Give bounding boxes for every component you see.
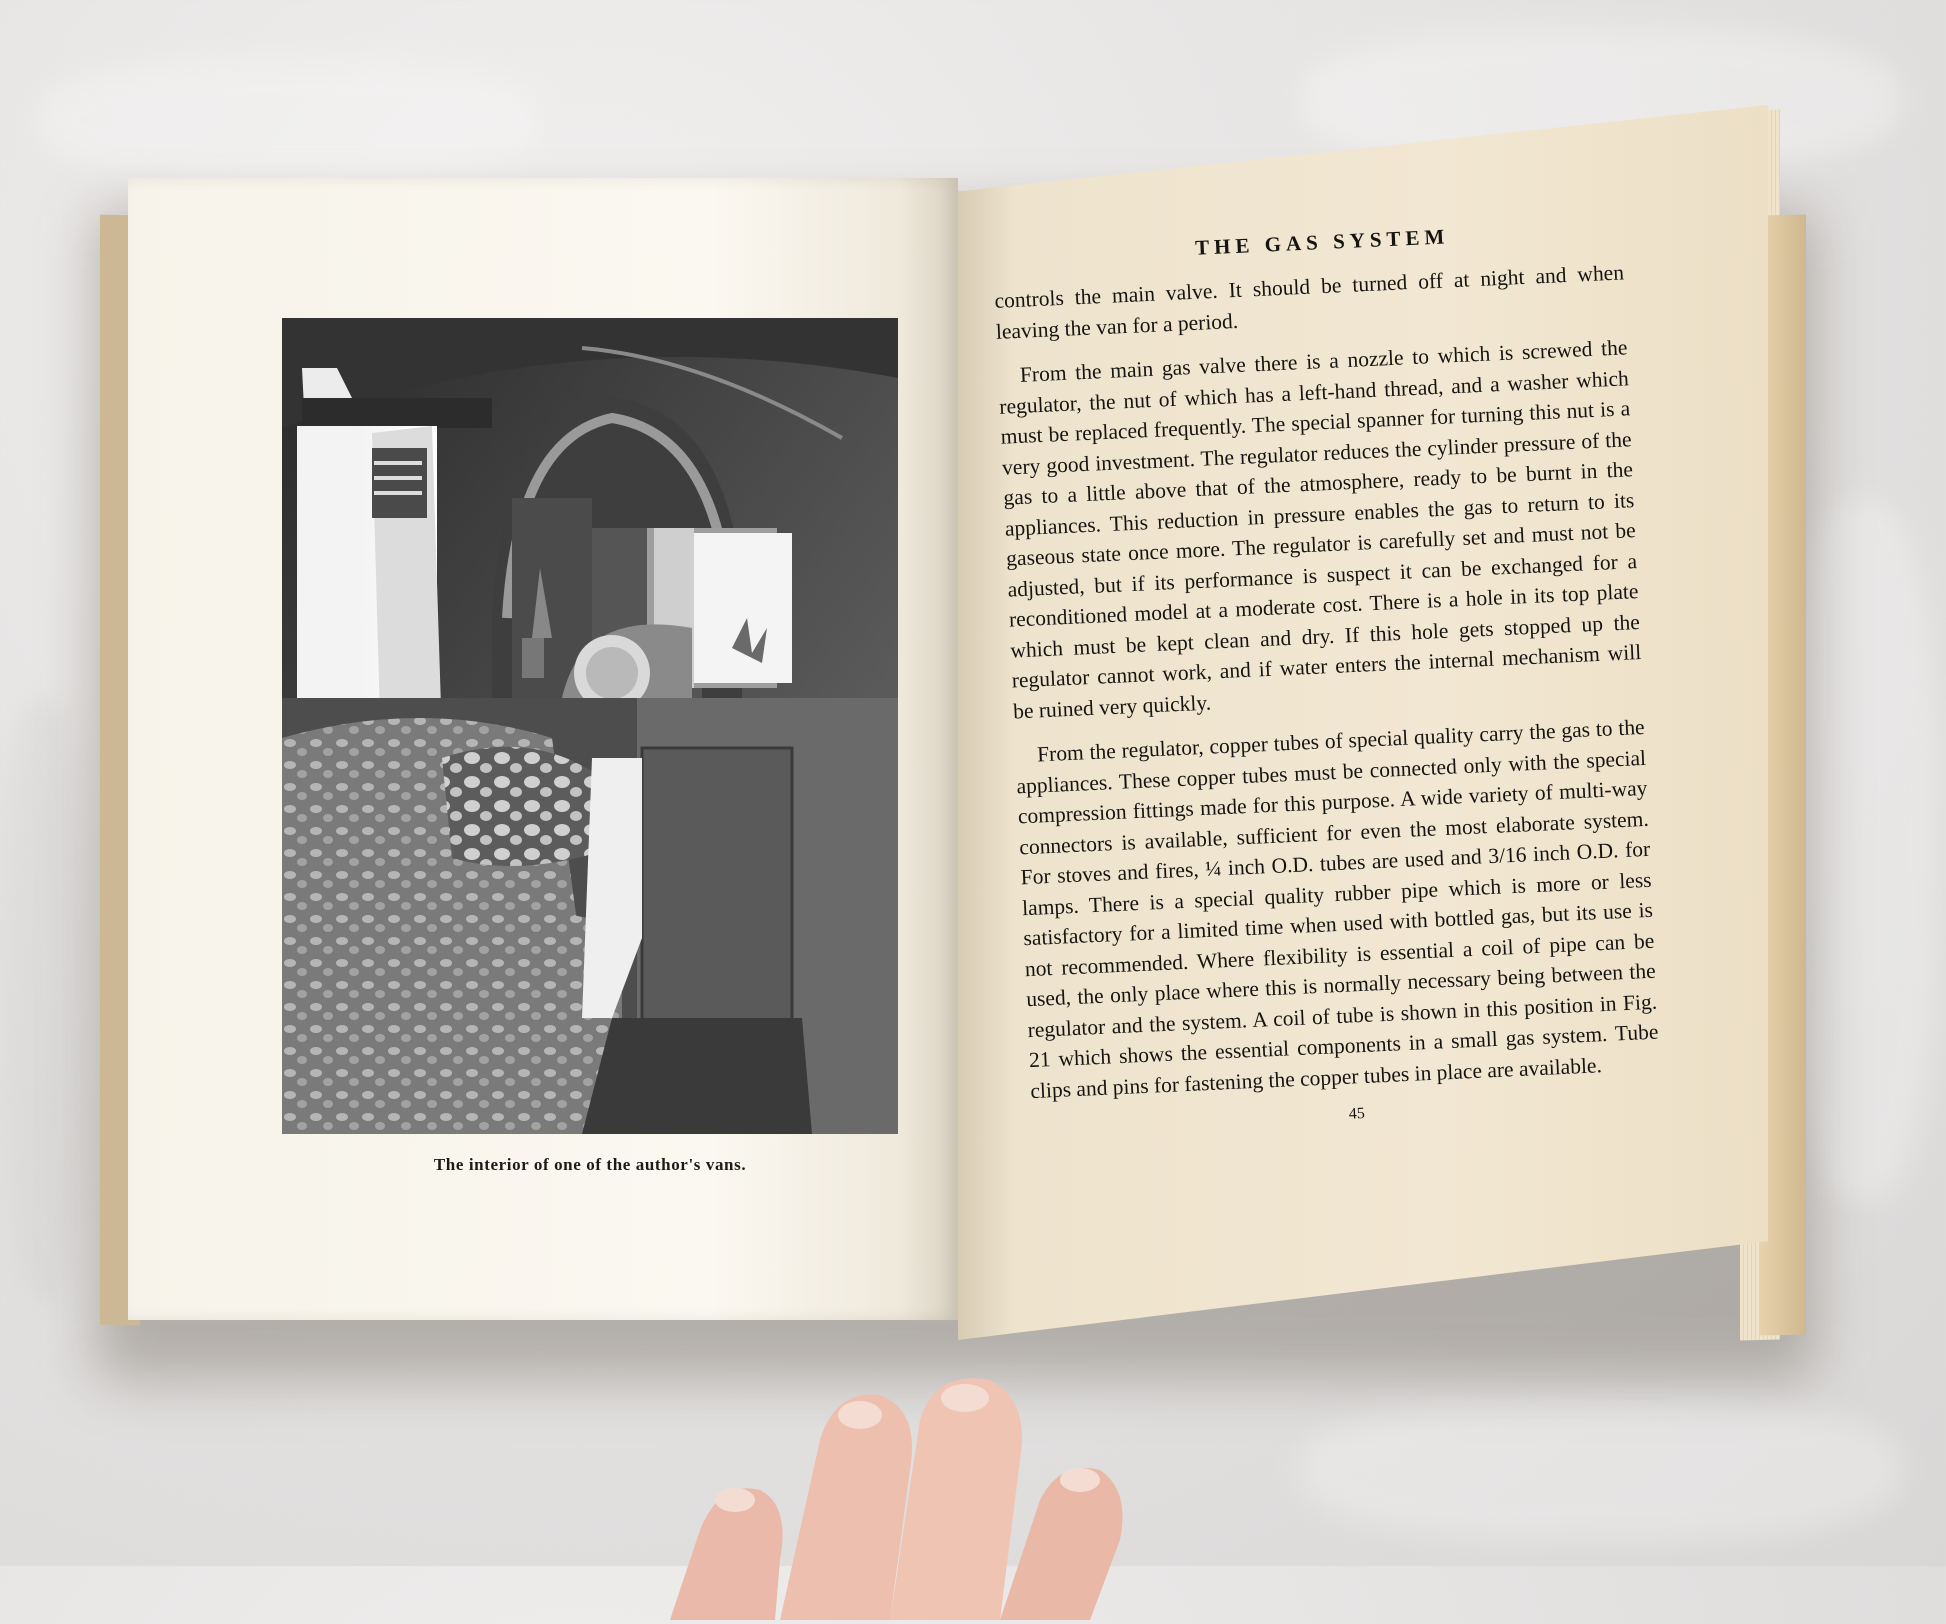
fabric-fold — [1300, 1400, 1900, 1540]
page-number: 45 — [1348, 1104, 1366, 1123]
interior-photo — [282, 318, 898, 1134]
hand-drawing — [660, 1320, 1220, 1620]
interior-photo-drawing — [282, 318, 898, 1134]
running-head: THE GAS SYSTEM — [1194, 224, 1450, 260]
fabric-fold — [40, 60, 540, 180]
paragraph: From the main gas valve there is a nozzle to which is screwed the regulator, the nut of which has a left-hand thread, and a washer which must be replaced frequently. The special spanner for turning this nut is a very good investment. The regulator reduces the cylinder pressure of the gas to a little above that of the atmosphere, ready to be burnt in the appliances. This reduction in pressure enables the gas to return to its gaseous state once more. The regulator is carefully set and must not be adjusted, but if its performance is suspect it can be exchanged for a reconditioned model at a moderate cost. There is a hole in its top plate which must be kept clean and dry. If this hole gets stopped up the regulator cannot work, and if water enters the internal mechanism will be ruined very quickly. — [998, 335, 1642, 724]
fabric-fold — [0, 700, 90, 1300]
hand — [660, 1320, 1220, 1620]
paragraph: controls the main valve. It should be turned off at night and when leaving the van for a period. — [993, 260, 1625, 344]
paragraph: From the regulator, copper tubes of special quality carry the gas to the appliances. These copper tubes must be connected only with the special compression fittings made for this purpose. A wide variety of multi-way connectors is available, sufficient for even the most elaborate system. For stoves and fires, ¼ inch O.D. tubes are used and 3/16 inch O.D. for lamps. There is a special quality rubber pipe which is more or less satisfactory for a limited time when used with bottled gas, but its use is not recommended. Where flexibility is essential a coil of pipe can be used, the only place where this is normally necessary being between the regulator and the system. A coil of tube is shown in this position in Fig. 21 which shows the essential components in a small gas system. Tube clips and pins for fastening the copper tubes in place are available. — [1016, 714, 1659, 1103]
right-page-text — [992, 216, 1662, 1138]
photo-caption: The interior of one of the author's vans. — [433, 1155, 747, 1174]
